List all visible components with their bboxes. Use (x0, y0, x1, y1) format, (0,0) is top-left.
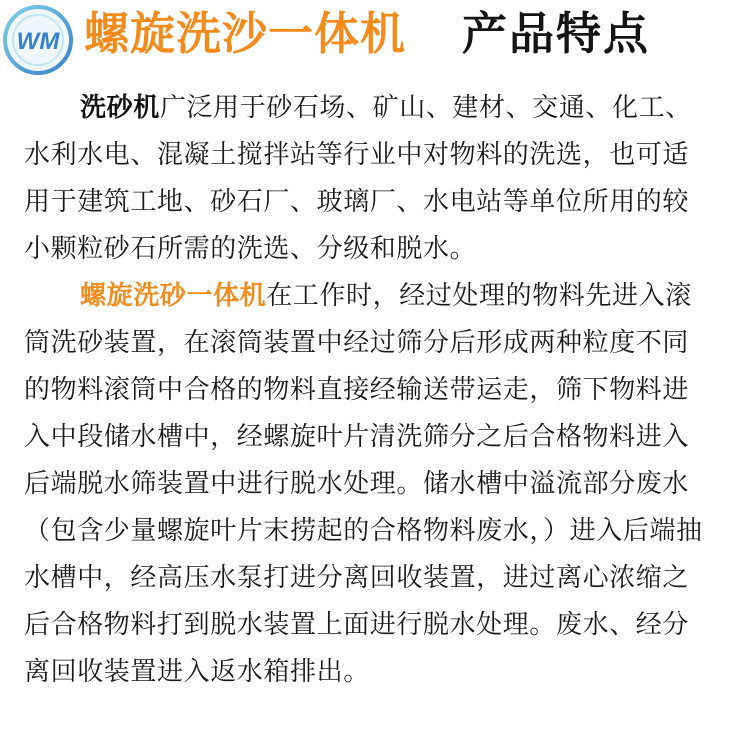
paragraph-text: 广泛用于砂石场、矿山、建材、交通、化工、水利水电、混凝土搅拌站等行业中对物料的洗选，也可适用于建筑工地、砂石厂、玻璃厂、水电站等单位所用的较小颗粒砂石所需的洗选、分级和脱水。 (24, 93, 692, 264)
paragraph-text: 在工作时，经过处理的物料先进入滚筒洗砂装置，在滚筒装置中经过筛分后形成两种粒度不同的物料滚筒中合格的物料直接经输送带运走，筛下物料进入中段储水槽中，经螺旋叶片清洗筛分之后合格物料进入后端脱水筛装置中进行脱水处理。储水槽中溢流部分废水（包含少量螺旋叶片末捞起的合格物料废水，）进入后端抽水槽中，经高压水泵打进分离回收装置，进过离心浓缩之后合格物料打到脱水装置上面进行脱水处理。废水、经分离回收装置进入返水箱排出。 (24, 281, 703, 687)
paragraph-intro (24, 85, 704, 273)
description-content (24, 85, 704, 696)
logo-text: WM (16, 28, 60, 55)
page-title: 产品特点 (462, 7, 651, 60)
paragraph-lead: 螺旋洗砂一体机 (80, 281, 267, 311)
company-logo (0, 4, 78, 76)
paragraph-process (24, 273, 704, 696)
header (0, 0, 750, 78)
logo-icon (0, 4, 78, 76)
paragraph-lead: 洗砂机 (80, 93, 160, 123)
page-title-highlight: 螺旋洗沙一体机 (84, 7, 407, 60)
